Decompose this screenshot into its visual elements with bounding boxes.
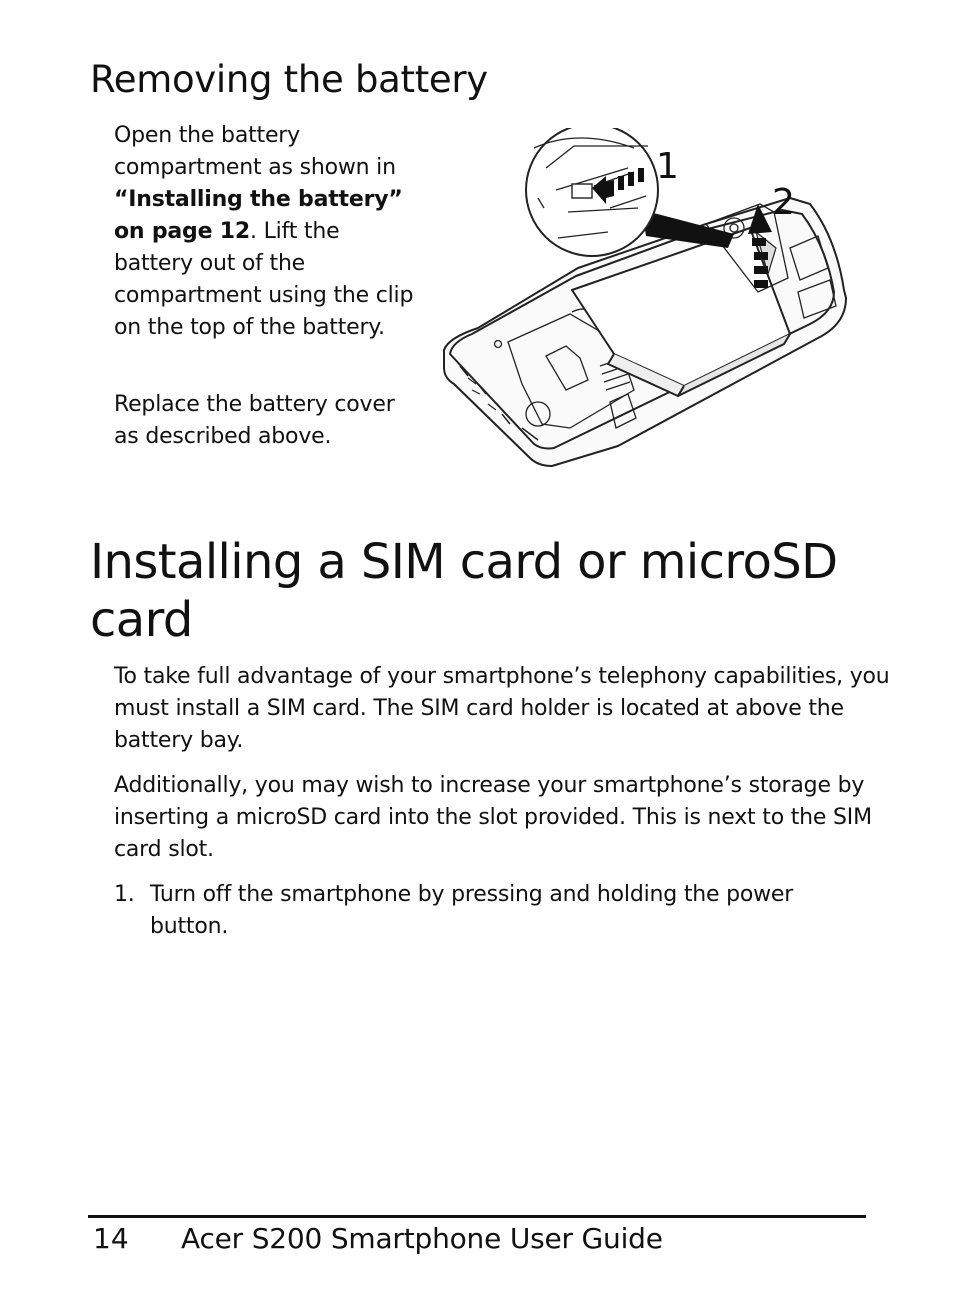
paragraph-text: . Lift the battery out of the compartment using the clip on the top of the battery. bbox=[114, 219, 414, 340]
chapter-heading: Installing a SIM card or microSD card bbox=[90, 534, 838, 648]
microsd-paragraph: Additionally, you may wish to increase your smartphone’s storage by inserting a microSD card into the slot provided. This is next to the SIM card slot. bbox=[114, 773, 872, 862]
battery-removal-paragraph bbox=[114, 120, 414, 344]
footer-divider bbox=[88, 1215, 866, 1218]
step-text: Turn off the smartphone by pressing and holding the power button. bbox=[150, 882, 794, 939]
callout-number-2: 2 bbox=[772, 182, 795, 223]
paragraph-text: Open the battery compartment as shown in bbox=[114, 123, 396, 180]
zoom-callout bbox=[526, 128, 734, 256]
section-heading: Removing the battery bbox=[90, 58, 488, 101]
battery-cover-paragraph: Replace the battery cover as described above. bbox=[114, 392, 395, 449]
sim-intro-paragraph: To take full advantage of your smartphone’s telephony capabilities, you must install a SIM card. The SIM card holder is located at above the battery bay. bbox=[114, 664, 890, 753]
battery-removal-illustration bbox=[438, 128, 850, 484]
step-number: 1. bbox=[114, 882, 135, 907]
callout-number-1: 1 bbox=[656, 146, 679, 187]
page-number: 14 bbox=[93, 1222, 129, 1255]
cross-reference-link[interactable]: “Installing the battery” on page 12 bbox=[114, 187, 403, 244]
document-title: Acer S200 Smartphone User Guide bbox=[181, 1222, 663, 1255]
